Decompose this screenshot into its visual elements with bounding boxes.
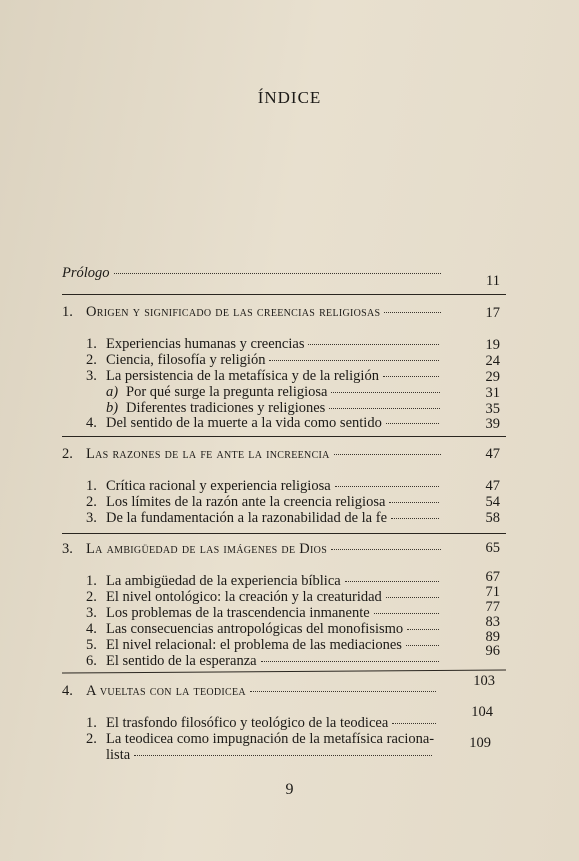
item-number: b): [106, 400, 119, 416]
prologue-entry: [62, 265, 445, 282]
item-page: 24: [485, 353, 500, 369]
chapter-page: 47: [485, 446, 500, 462]
chapter-number: 4.: [62, 683, 73, 699]
page-title: ÍNDICE: [257, 88, 322, 107]
item-number: 3.: [86, 510, 97, 526]
item-number: 1.: [86, 336, 97, 352]
list-item: [86, 589, 443, 606]
dot-leader: [269, 360, 439, 361]
item-label: Por qué surge la pregunta religiosa: [126, 384, 328, 400]
divider: [62, 669, 506, 673]
chapter-heading: [62, 446, 445, 463]
item-number: 5.: [86, 637, 97, 653]
item-page: 19: [485, 337, 500, 353]
item-label: La persistencia de la metafísica y de la religión: [106, 368, 379, 384]
item-label: El nivel relacional: el problema de las mediaciones: [106, 637, 402, 653]
dot-leader: [308, 344, 439, 345]
list-item: [86, 637, 443, 654]
dot-leader: [134, 755, 432, 756]
list-item: [86, 653, 443, 670]
list-item: [86, 494, 443, 511]
dot-leader: [331, 549, 441, 550]
item-number: 3.: [86, 368, 97, 384]
chapter-heading: [62, 304, 445, 321]
dot-leader: [407, 629, 439, 630]
item-label: Crítica racional y experiencia religiosa: [106, 478, 331, 494]
item-label: Las consecuencias antropológicas del monofisismo: [106, 621, 404, 637]
list-item: [86, 731, 440, 748]
item-page: 71: [485, 584, 500, 600]
dot-leader: [331, 392, 440, 393]
item-page: 77: [485, 599, 500, 615]
item-number: 2.: [86, 352, 97, 368]
chapter-title: A vueltas con la teodicea: [86, 683, 246, 699]
item-number: 4.: [86, 621, 97, 637]
item-label: La teodicea como impugnación de la metafísica raciona-: [106, 731, 435, 747]
list-item: [86, 368, 443, 385]
dot-leader: [114, 273, 441, 274]
item-page: 54: [485, 494, 500, 510]
dot-leader: [406, 645, 439, 646]
item-page: 47: [485, 478, 500, 494]
dot-leader: [374, 613, 439, 614]
chapter-number: 3.: [62, 541, 73, 557]
item-page: 83: [485, 614, 500, 630]
item-page: 109: [469, 735, 491, 751]
list-item-continuation: [106, 747, 436, 764]
dot-leader: [384, 312, 441, 313]
item-number: 1.: [86, 573, 97, 589]
item-label: De la fundamentación a la razonabilidad de la fe: [106, 510, 388, 526]
dot-leader: [345, 581, 439, 582]
dot-leader: [392, 723, 436, 724]
divider: [62, 294, 506, 295]
item-page: 67: [485, 569, 500, 585]
item-number: 3.: [86, 605, 97, 621]
item-number: 2.: [86, 731, 97, 747]
chapter-heading: [62, 541, 445, 558]
dot-leader: [334, 454, 441, 455]
prologue-label: Prólogo: [62, 265, 110, 281]
list-item: [106, 384, 444, 401]
item-number: a): [106, 384, 119, 400]
list-item: [86, 621, 443, 638]
chapter-heading: [62, 683, 440, 700]
item-label: Del sentido de la muerte a la vida como sentido: [106, 415, 382, 431]
item-label: La ambigüedad de la experiencia bíblica: [106, 573, 341, 589]
item-number: 1.: [86, 478, 97, 494]
dot-leader: [329, 408, 440, 409]
item-page: 89: [485, 629, 500, 645]
list-item: [86, 415, 443, 432]
chapter-page: 103: [473, 673, 495, 689]
list-item: [86, 510, 443, 527]
chapter-title: Origen y significado de las creencias religiosas: [86, 304, 381, 320]
dot-leader: [250, 691, 436, 692]
item-label: El sentido de la esperanza: [106, 653, 257, 669]
dot-leader: [386, 597, 439, 598]
item-number: 2.: [86, 494, 97, 510]
prologue-page: 11: [486, 273, 500, 289]
list-item: [86, 336, 443, 353]
item-label: Experiencias humanas y creencias: [106, 336, 305, 352]
item-page: 96: [485, 643, 500, 659]
item-page: 58: [485, 510, 500, 526]
list-item: [86, 605, 443, 622]
item-label-continuation: lista: [106, 747, 131, 763]
item-page: 29: [485, 369, 500, 385]
item-number: 2.: [86, 589, 97, 605]
list-item: [86, 715, 440, 732]
item-page: 35: [485, 401, 500, 417]
divider: [62, 436, 506, 437]
page-number: 9: [285, 781, 294, 798]
dot-leader: [391, 518, 439, 519]
item-number: 1.: [86, 715, 97, 731]
item-label: Ciencia, filosofía y religión: [106, 352, 266, 368]
dot-leader: [261, 661, 439, 662]
show-through-text: [319, 0, 579, 286]
list-item: [86, 573, 443, 590]
item-label: El trasfondo filosófico y teológico de la teodicea: [106, 715, 389, 731]
chapter-number: 2.: [62, 446, 73, 462]
item-number: 6.: [86, 653, 97, 669]
item-label: El nivel ontológico: la creación y la creaturidad: [106, 589, 382, 605]
divider: [62, 533, 506, 534]
dot-leader: [383, 376, 439, 377]
item-page: 31: [485, 385, 500, 401]
list-item: [86, 478, 443, 495]
chapter-title: La ambigüedad de las imágenes de Dios: [86, 541, 328, 557]
chapter-page: 17: [485, 305, 500, 321]
dot-leader: [389, 502, 439, 503]
item-number: 4.: [86, 415, 97, 431]
item-label: Los límites de la razón ante la creencia religiosa: [106, 494, 386, 510]
chapter-title: Las razones de la fe ante la increencia: [86, 446, 330, 462]
item-label: Los problemas de la trascendencia inmanente: [106, 605, 370, 621]
item-label: Diferentes tradiciones y religiones: [126, 400, 326, 416]
item-page: 39: [485, 416, 500, 432]
dot-leader: [335, 486, 439, 487]
list-item: [86, 352, 443, 369]
chapter-number: 1.: [62, 304, 73, 320]
dot-leader: [386, 423, 439, 424]
item-page: 104: [471, 704, 493, 720]
chapter-page: 65: [485, 540, 500, 556]
